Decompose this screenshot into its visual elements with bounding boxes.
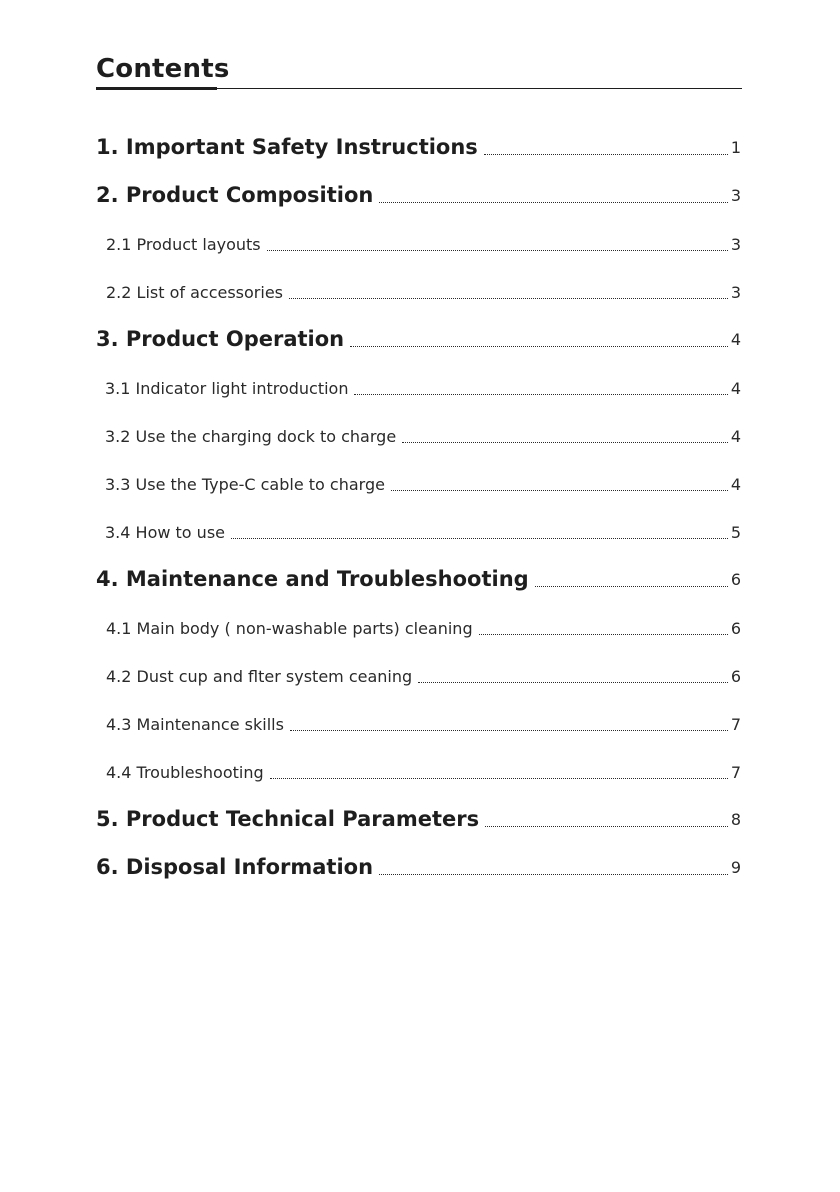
toc-entry-charging-dock[interactable] [105, 415, 741, 449]
dot-leader [231, 538, 728, 539]
dot-leader [290, 730, 728, 731]
dot-leader [418, 682, 728, 683]
toc-page-number: 5 [730, 523, 741, 542]
dot-leader [350, 346, 728, 347]
toc-entry-title: 2.2 List of accessories [106, 283, 283, 302]
dot-leader [535, 586, 728, 587]
toc-entry-product-composition[interactable] [96, 175, 741, 209]
toc-page-number: 6 [730, 667, 741, 686]
toc-entry-safety-instructions[interactable] [96, 127, 741, 161]
toc-entry-list-of-accessories[interactable] [106, 271, 741, 305]
toc-page-number: 7 [730, 763, 741, 782]
toc-entry-title: 3.3 Use the Type-C cable to charge [105, 475, 385, 494]
toc-entry-maintenance-skills[interactable] [106, 703, 741, 737]
contents-heading: Contents [96, 54, 230, 84]
toc-page-number: 9 [730, 858, 741, 877]
toc-page-number: 8 [730, 810, 741, 829]
toc-page-number: 1 [730, 138, 741, 157]
toc-entry-title: 4. Maintenance and Troubleshooting [96, 567, 529, 591]
dot-leader [391, 490, 728, 491]
dot-leader [270, 778, 728, 779]
dot-leader [484, 154, 728, 155]
toc-entry-type-c-cable[interactable] [105, 463, 741, 497]
toc-entry-product-layouts[interactable] [106, 223, 741, 257]
toc-entry-maintenance-troubleshooting[interactable] [96, 559, 741, 593]
toc-page-number: 4 [730, 475, 741, 494]
toc-entry-title: 4.4 Troubleshooting [106, 763, 264, 782]
toc-entry-dust-cup-cleaning[interactable] [106, 655, 741, 689]
toc-entry-title: 2.1 Product layouts [106, 235, 261, 254]
toc-entry-troubleshooting[interactable] [106, 751, 741, 785]
dot-leader [379, 202, 727, 203]
toc-entry-product-operation[interactable] [96, 319, 741, 353]
toc-page-number: 3 [730, 186, 741, 205]
toc-entry-title: 3.4 How to use [105, 523, 225, 542]
toc-page-number: 3 [730, 235, 741, 254]
toc-page-number: 3 [730, 283, 741, 302]
toc-entry-title: 3. Product Operation [96, 327, 345, 351]
dot-leader [289, 298, 728, 299]
toc-entry-title: 4.1 Main body ( non-washable parts) cleaning [106, 619, 473, 638]
toc-entry-title: 4.2 Dust cup and flter system ceaning [106, 667, 413, 686]
toc-entry-indicator-light[interactable] [105, 367, 741, 401]
dot-leader [479, 634, 728, 635]
toc-entry-technical-parameters[interactable] [96, 799, 741, 833]
dot-leader [379, 874, 728, 875]
toc-entry-title: 6. Disposal Information [96, 855, 374, 879]
toc-page-number: 7 [730, 715, 741, 734]
toc-page-number: 4 [730, 379, 741, 398]
toc-entry-title: 3.1 Indicator light introduction [105, 379, 349, 398]
toc-page-number: 6 [730, 619, 741, 638]
toc-entry-title: 5. Product Technical Parameters [96, 807, 480, 831]
dot-leader [354, 394, 727, 395]
toc-entry-title: 1. Important Safety Instructions [96, 135, 478, 159]
toc-page-number: 4 [730, 330, 741, 349]
toc-entry-disposal-information[interactable] [96, 847, 741, 881]
toc-page-number: 4 [730, 427, 741, 446]
dot-leader [267, 250, 728, 251]
toc-entry-title: 2. Product Composition [96, 183, 374, 207]
toc-entry-how-to-use[interactable] [105, 511, 741, 545]
toc-page-number: 6 [730, 570, 741, 589]
dot-leader [485, 826, 728, 827]
toc-entry-title: 4.3 Maintenance skills [106, 715, 284, 734]
toc-entry-main-body-cleaning[interactable] [106, 607, 741, 641]
toc-entry-title: 3.2 Use the charging dock to charge [105, 427, 397, 446]
dot-leader [402, 442, 728, 443]
